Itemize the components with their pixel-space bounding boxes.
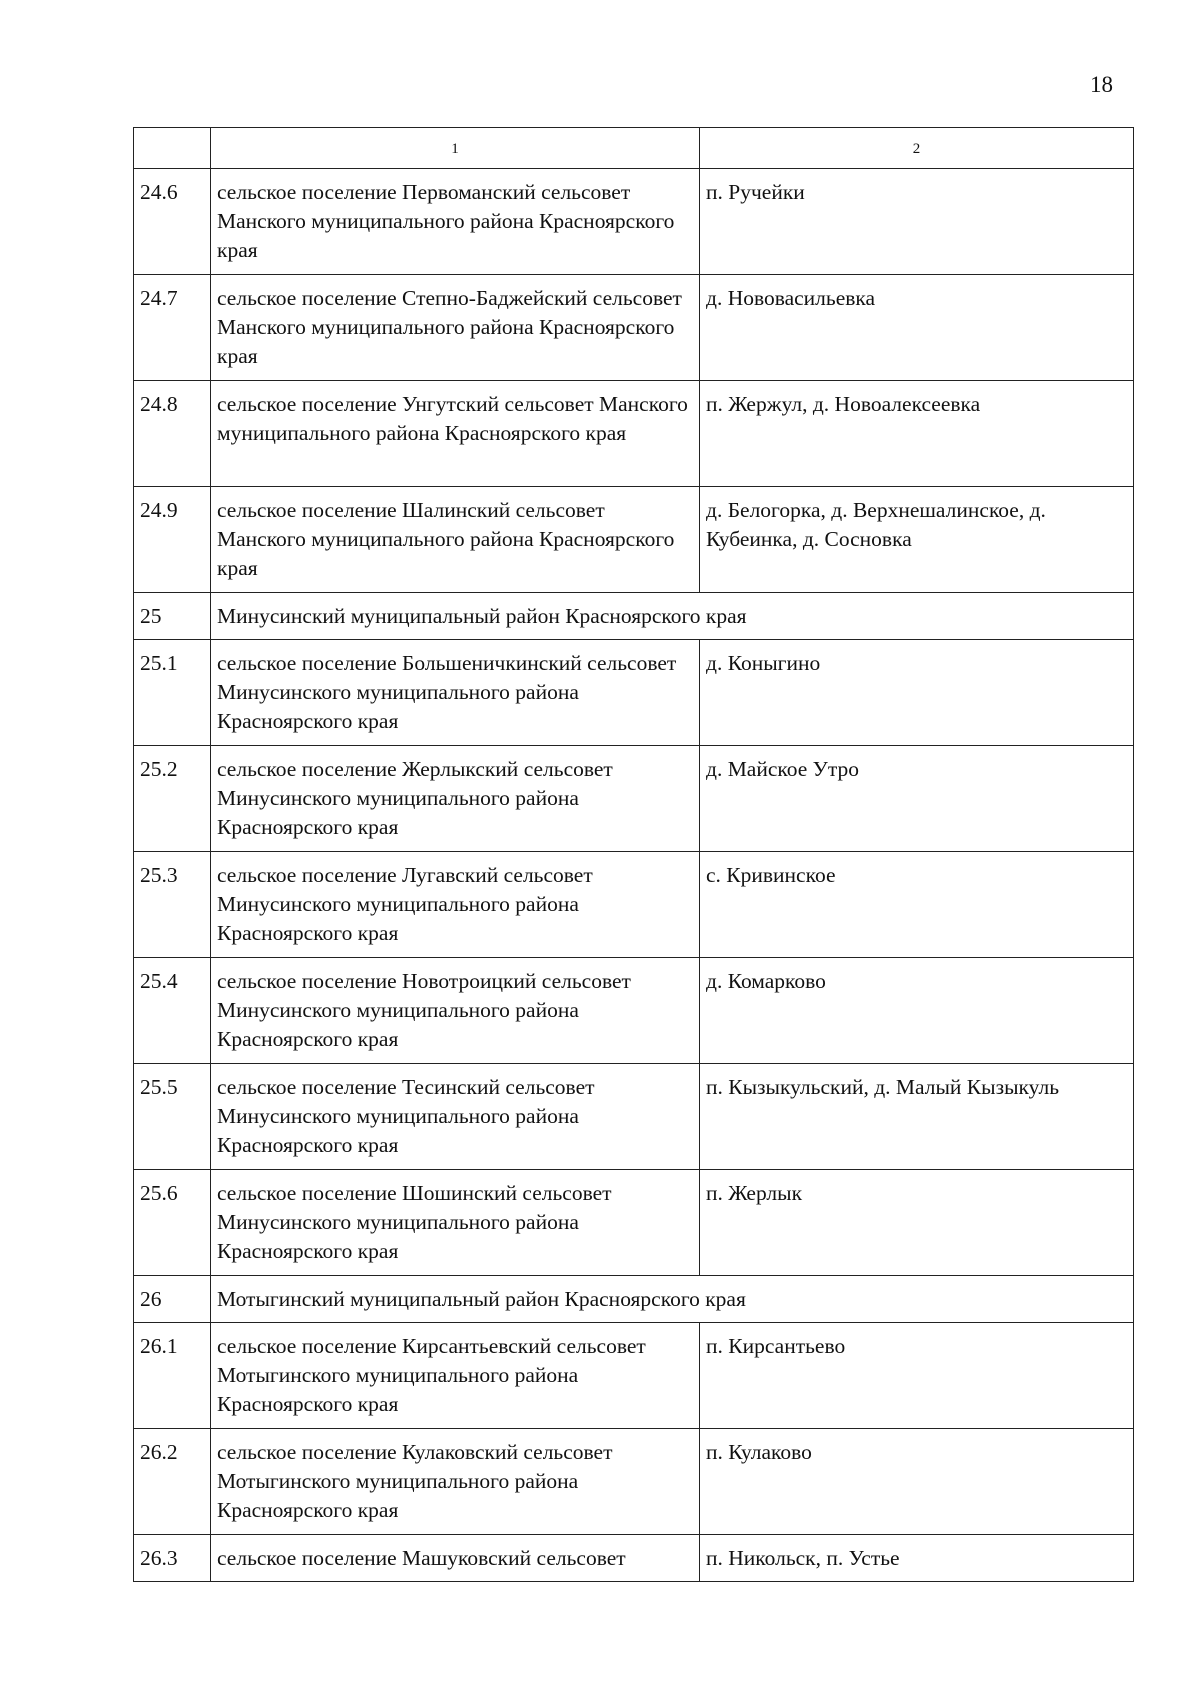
settlement-name: сельское поселение Кирсантьевский сельсовет Мотыгинского муниципального района Красноярского края [211,1323,700,1429]
settlement-places: п. Кызыкульский, д. Малый Кызыкуль [700,1064,1134,1170]
section-number: 25 [134,593,211,640]
table-row [134,169,1134,275]
row-number: 25.6 [134,1170,211,1276]
header-cell-column-1: 1 [211,128,700,169]
table-row [134,381,1134,487]
settlement-name: сельское поселение Степно-Баджейский сельсовет Манского муниципального района Красноярского края [211,275,700,381]
settlement-name: сельское поселение Большеничкинский сельсовет Минусинского муниципального района Красноярского края [211,640,700,746]
settlement-name: сельское поселение Жерлыкский сельсовет Минусинского муниципального района Красноярского края [211,746,700,852]
header-cell-column-2: 2 [700,128,1134,169]
table-row [134,746,1134,852]
settlement-places: п. Ручейки [700,169,1134,275]
settlement-name: сельское поселение Новотроицкий сельсовет Минусинского муниципального района Красноярского края [211,958,700,1064]
settlement-name: сельское поселение Машуковский сельсовет [211,1535,700,1582]
settlement-places: д. Коныгино [700,640,1134,746]
settlement-places: п. Жержул, д. Новоалексеевка [700,381,1134,487]
header-cell-number [134,128,211,169]
district-section-row [134,593,1134,640]
table-row [134,275,1134,381]
row-number: 26.2 [134,1429,211,1535]
district-section-row [134,1276,1134,1323]
settlement-places: п. Кирсантьево [700,1323,1134,1429]
settlement-places: д. Белогорка, д. Верхнешалинское, д. Кубеинка, д. Сосновка [700,487,1134,593]
settlement-name: сельское поселение Первоманский сельсовет Манского муниципального района Красноярского края [211,169,700,275]
settlement-name: сельское поселение Шошинский сельсовет Минусинского муниципального района Красноярского края [211,1170,700,1276]
settlement-name: сельское поселение Унгутский сельсовет Манского муниципального района Красноярского края [211,381,700,487]
row-number: 24.8 [134,381,211,487]
table-row [134,1429,1134,1535]
settlement-places: д. Комарково [700,958,1134,1064]
settlement-places: п. Жерлык [700,1170,1134,1276]
row-number: 24.7 [134,275,211,381]
row-number: 25.4 [134,958,211,1064]
section-number: 26 [134,1276,211,1323]
table-row [134,1535,1134,1582]
table-row [134,1323,1134,1429]
row-number: 25.5 [134,1064,211,1170]
settlement-places: с. Кривинское [700,852,1134,958]
settlement-name: сельское поселение Лугавский сельсовет Минусинского муниципального района Красноярского края [211,852,700,958]
table-row [134,1170,1134,1276]
row-number: 25.2 [134,746,211,852]
settlement-name: сельское поселение Тесинский сельсовет Минусинского муниципального района Красноярского края [211,1064,700,1170]
row-number: 24.6 [134,169,211,275]
table-row [134,487,1134,593]
row-number: 25.3 [134,852,211,958]
settlement-places: д. Нововасильевка [700,275,1134,381]
row-number: 26.1 [134,1323,211,1429]
district-title: Минусинский муниципальный район Красноярского края [211,593,1134,640]
table-row [134,640,1134,746]
settlement-name: сельское поселение Кулаковский сельсовет Мотыгинского муниципального района Красноярского края [211,1429,700,1535]
row-number: 24.9 [134,487,211,593]
settlement-places: п. Кулаково [700,1429,1134,1535]
page-number: 18 [1090,72,1113,97]
district-title: Мотыгинский муниципальный район Красноярского края [211,1276,1134,1323]
settlement-places: п. Никольск, п. Устье [700,1535,1134,1582]
table-row [134,958,1134,1064]
settlement-name: сельское поселение Шалинский сельсовет Манского муниципального района Красноярского края [211,487,700,593]
row-number: 26.3 [134,1535,211,1582]
table-row [134,1064,1134,1170]
table-row [134,852,1134,958]
row-number: 25.1 [134,640,211,746]
settlements-table [133,127,1134,1582]
table-header-row [134,128,1134,169]
settlement-places: д. Майское Утро [700,746,1134,852]
